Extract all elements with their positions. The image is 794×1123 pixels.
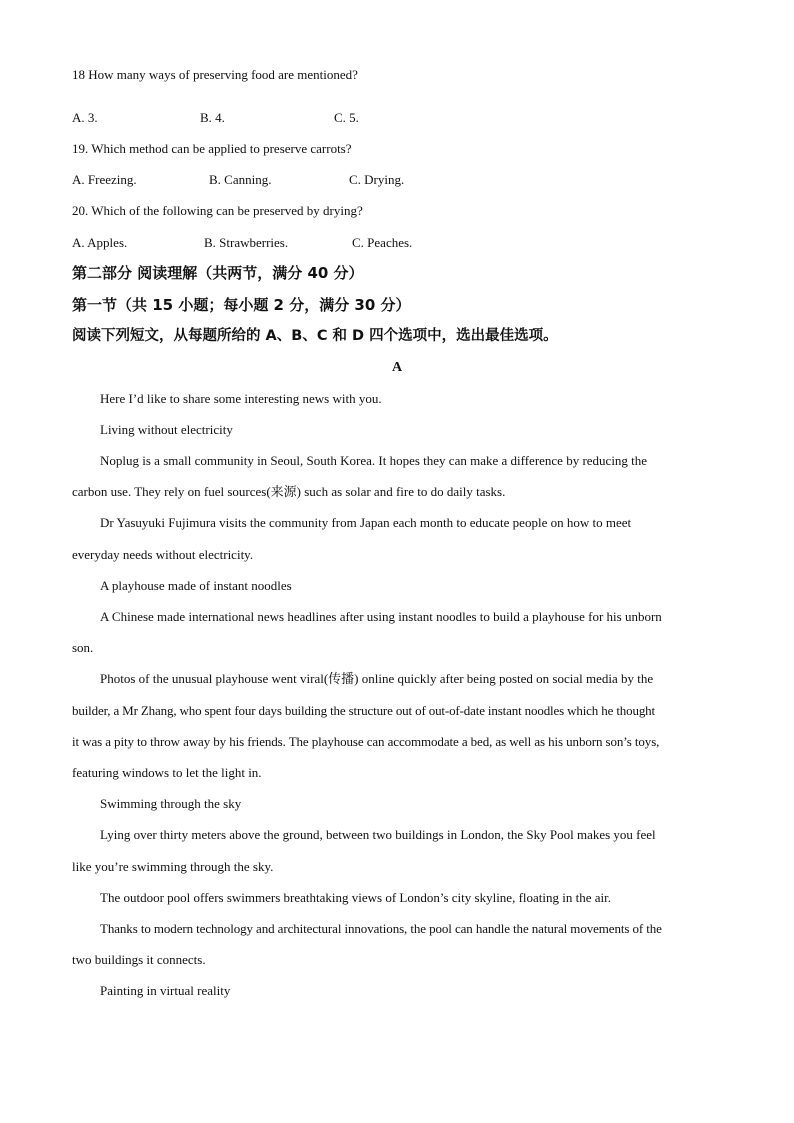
question-18-option-c: C. 5.: [334, 110, 359, 125]
passage-line: Lying over thirty meters above the ground, between two buildings in London, the Sky Pool makes you feel: [100, 827, 656, 842]
passage-line: everyday needs without electricity.: [72, 547, 254, 562]
passage-line: Thanks to modern technology and architectural innovations, the pool can handle the natural movements of the: [100, 921, 662, 936]
passage-line: son.: [72, 640, 94, 655]
passage-line: The outdoor pool offers swimmers breathtaking views of London’s city skyline, floating in the air.: [100, 890, 611, 905]
passage-subtitle: Living without electricity: [100, 422, 233, 437]
passage-line: carbon use. They rely on fuel sources(来源) such as solar and fire to do daily tasks.: [72, 484, 506, 499]
passage-line: builder, a Mr Zhang, who spent four days building the structure out of out-of-date instant noodles which he thought: [72, 703, 655, 718]
question-19-stem: 19. Which method can be applied to preserve carrots?: [72, 141, 352, 156]
question-20-option-b: B. Strawberries.: [204, 235, 289, 250]
passage-subtitle: Painting in virtual reality: [100, 983, 231, 998]
passage-subtitle: Swimming through the sky: [100, 796, 242, 811]
passage-line: like you’re swimming through the sky.: [72, 859, 274, 874]
passage-line: Dr Yasuyuki Fujimura visits the community from Japan each month to educate people on how to meet: [100, 515, 632, 530]
question-20-option-a: A. Apples.: [72, 235, 128, 250]
question-18-stem: 18 How many ways of preserving food are mentioned?: [72, 67, 358, 82]
passage-line: featuring windows to let the light in.: [72, 765, 262, 780]
passage-line: Here I’d like to share some interesting news with you.: [100, 391, 382, 406]
part-two-heading: 第二部分 阅读理解（共两节，满分 40 分）: [72, 264, 364, 282]
passage-line: Photos of the unusual playhouse went viral(传播) online quickly after being posted on social media by the: [100, 671, 654, 686]
question-19-option-a: A. Freezing.: [72, 172, 137, 187]
question-18-option-a: A. 3.: [72, 110, 98, 125]
question-20-option-c: C. Peaches.: [352, 235, 413, 250]
question-19-option-c: C. Drying.: [349, 172, 405, 187]
passage-line: it was a pity to throw away by his friends. The playhouse can accommodate a bed, as well as his unborn son’s toys,: [72, 734, 660, 749]
reading-instructions: 阅读下列短文，从每题所给的 A、B、C 和 D 四个选项中，选出最佳选项。: [72, 328, 558, 344]
passage-line: two buildings it connects.: [72, 952, 206, 967]
passage-line: A Chinese made international news headlines after using instant noodles to build a playhouse for his unborn: [100, 609, 662, 624]
passage-line: Noplug is a small community in Seoul, South Korea. It hopes they can make a difference by reducing the: [100, 453, 648, 468]
question-18-option-b: B. 4.: [200, 110, 225, 125]
question-20-stem: 20. Which of the following can be preserved by drying?: [72, 203, 363, 218]
section-one-heading: 第一节（共 15 小题；每小题 2 分，满分 30 分）: [72, 296, 411, 314]
question-19-option-b: B. Canning.: [209, 172, 272, 187]
passage-label: A: [391, 360, 403, 375]
passage-subtitle: A playhouse made of instant noodles: [100, 578, 292, 593]
